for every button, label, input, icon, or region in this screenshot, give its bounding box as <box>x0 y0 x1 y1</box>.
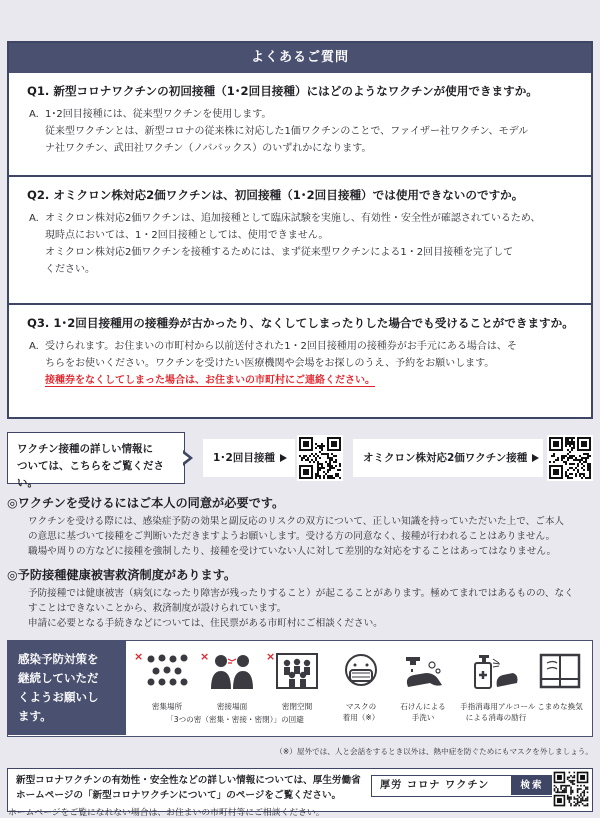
sanitizer-item: 手指消毒用アルコール による消毒の励行 <box>460 653 532 723</box>
x-mark-icon: × <box>200 650 210 663</box>
closed-space-icon <box>276 653 318 689</box>
answer-mark: A. <box>29 109 39 120</box>
answer-1: 1･2回目接種には、従来型ワクチンを使用します。 従来型ワクチンとは、新型コロナの従来株に対応した1価ワクチンのことで、ファイザー社ワクチン、モデル ナ社ワクチン、武田社ワクチン（ノババックス）のいずれかになります。 <box>45 109 529 154</box>
question-2: Q2. オミクロン株対応2価ワクチンは、初回接種（1･2回目接種）では使用できないのですか。 <box>27 188 524 202</box>
mask-icon <box>341 653 381 689</box>
ventilation-item: こまめな換気 <box>532 653 588 712</box>
answer-3: 受けられます。お住まいの市町村から以前送付された1・2回目接種用の接種券がお手元にある場合は、そ ちらをお使いください。ワクチンを受けたい医療機関や会場をお探しのうえ、予約をお願いします。 接種券をなくしてしまった場合は、お住まいの市町村にご連絡ください。 <box>45 341 517 386</box>
consent-section: ◎ワクチンを受けるにはご本人の同意が必要です。 ワクチンを受ける際には、感染症予防の効果と副反応のリスクの双方について、正しい知識を持っていただいた上で、ご本人 の意思に基づいて接種をご判断いただきますようお願いします。受ける方の同意なく、接種が行われることはありません。 職場や周りの方などに接種を強制したり、接種を受けていない人に対して差別的な対応をすることはあってはなりません。 <box>7 494 597 559</box>
close-talk-icon <box>209 653 255 689</box>
handwash-item: 石けんによる 手洗い <box>394 653 452 723</box>
question-3: Q3. 1･2回目接種用の接種券が古かったり、なくしてしまったりした場合でも受けることができますか。 <box>27 316 574 330</box>
lost-ticket-warning: 接種券をなくしてしまった場合は、お住まいの市町村にご連絡ください。 <box>45 375 375 386</box>
faq-item-3 <box>9 305 591 417</box>
faq-item-2 <box>9 177 591 305</box>
faq-item-1 <box>9 73 591 177</box>
search-button[interactable]: 検索 <box>511 776 553 795</box>
infection-label: 感染予防対策を 継続していただ くようお願いし ます。 <box>8 641 126 735</box>
relief-section: ◎予防接種健康被害救済制度があります。 予防接種では健康被害（病気になったり障害が残ったりすること）が起こることがあります。極めてまれではあるものの、なく すことはできないことから、救済制度が設けられています。 申請に必要となる手続きなどについては、住民票がある市町村にご相談ください。 <box>7 566 597 631</box>
answer-2: オミクロン株対応2価ワクチンは、追加接種として臨床試験を実施し、有効性・安全性が確認されているため、 現時点においては、1・2回目接種としては、使用できません。 オミクロン株対応2価ワクチンを接種するためには、まず従来型ワクチンによる1・2回目接種を完了して ください。 <box>45 213 541 275</box>
info-lead: ワクチン接種の詳しい情報に ついては、こちらをご覧ください。 <box>7 432 185 484</box>
crowd-item: 密集場所 <box>140 653 194 712</box>
infection-prevention-box <box>7 640 593 737</box>
search-input[interactable]: 厚労 コロナ ワクチン <box>380 780 490 791</box>
sanitizer-icon <box>471 653 521 689</box>
crowd-icon <box>145 653 189 689</box>
x-mark-icon: × <box>134 650 144 663</box>
closed-space-item: 密閉空間 <box>272 653 322 712</box>
relief-title: ◎予防接種健康被害救済制度があります。 <box>7 568 237 582</box>
handwash-icon <box>400 653 446 689</box>
dose-1-2-link[interactable]: 1･2回目接種 <box>203 439 295 477</box>
vaccine-info-links <box>7 432 593 489</box>
qr-code-icon[interactable] <box>552 770 590 808</box>
ventilation-icon <box>539 653 581 689</box>
omicron-bivalent-link[interactable]: オミクロン株対応2価ワクチン接種 <box>353 439 543 477</box>
faq-title: よくあるご質問 <box>9 43 591 73</box>
play-triangle-icon <box>280 454 287 462</box>
mask-item: マスクの 着用（※） <box>336 653 386 723</box>
qr-code-icon[interactable] <box>547 435 593 481</box>
qr-code-icon[interactable] <box>297 435 343 481</box>
arrow-right-icon <box>183 450 193 466</box>
search-box[interactable] <box>371 775 554 797</box>
consent-title: ◎ワクチンを受けるにはご本人の同意が必要です。 <box>7 496 285 510</box>
answer-mark: A. <box>29 341 39 352</box>
three-c-caption: 「3つの密（密集・密接・密閉）」の回避 <box>166 715 304 724</box>
mhlw-info-box: 新型コロナワクチンの有効性・安全性などの詳しい情報については、厚生労働省 ホームページの「新型コロナワクチンについて」のページをご覧ください。 厚労 コロナ ワクチン 検索 <box>7 768 593 812</box>
faq-section <box>7 41 593 419</box>
fallback-note: ホームページをご覧になれない場合は、お住まいの市町村等にご相談ください。 <box>8 808 325 818</box>
mask-footnote: （※）屋外では、人と会話をするとき以外は、熱中症を防ぐためにもマスクを外しましょう。 <box>275 747 593 756</box>
question-1: Q1. 新型コロナワクチンの初回接種（1･2回目接種）にはどのようなワクチンが使用できますか。 <box>27 84 538 98</box>
x-mark-icon: × <box>266 650 276 663</box>
close-talk-item: 密接場面 <box>205 653 259 712</box>
answer-mark: A. <box>29 213 39 224</box>
play-triangle-icon <box>532 454 539 462</box>
